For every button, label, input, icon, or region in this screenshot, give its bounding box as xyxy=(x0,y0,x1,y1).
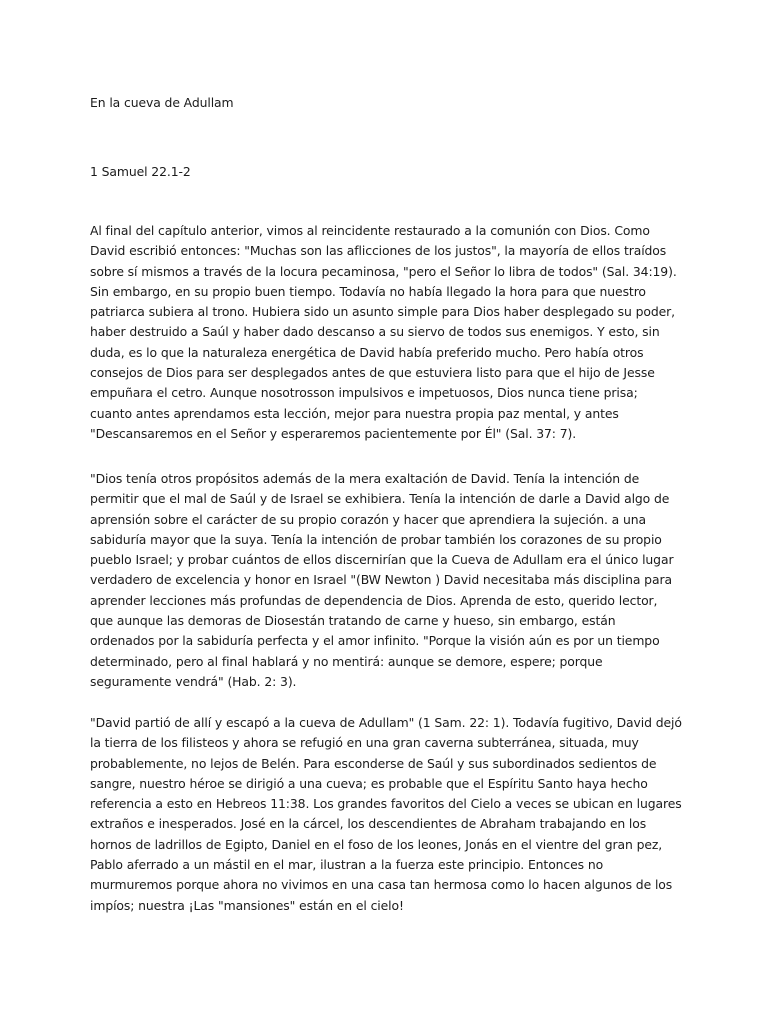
paragraph-3: "David partió de allí y escapó a la cueva de Adullam" (1 Sam. 22: 1). Todavía fugitivo, David dejó la tierra de los filisteos y ahora se refugió en una gran caverna subterránea, situada, muy probablemente, no lejos de Belén. Para esconderse de Saúl y sus subordinados sedientos de sangre, nuestro héroe se dirigió a una cueva; es probable que el Espíritu Santo haya hecho referencia a esto en Hebreos 11:38. Los grandes favoritos del Cielo a veces se ubican en lugares extraños e inesperados. José en la cárcel, los descendientes de Abraham trabajando en los hornos de ladrillos de Egipto, Daniel en el foso de los leones, Jonás en el vientre del gran pez, Pablo aferrado a un mástil en el mar, ilustran a la fuerza este principio. Entonces no murmuremos porque ahora no vivimos en una casa tan hermosa como lo hacen algunos de los impíos; nuestra ¡Las "mansiones" están en el cielo! xyxy=(90,715,682,913)
paragraph-1: Al final del capítulo anterior, vimos al reincidente restaurado a la comunión con Dios. Como David escribió entonces: "Muchas son las aflicciones de los justos", la mayoría de ellos traídos sobre sí mismos a través de la locura pecaminosa, "pero el Señor lo libra de todos" (Sal. 34:19). Sin embargo, en su propio buen tiempo. Todavía no había llegado la hora para que nuestro patriarca subiera al trono. Hubiera sido un asunto simple para Dios haber desplegado su poder, haber destruido a Saúl y haber dado descanso a su siervo de todos sus enemigos. Y esto, sin duda, es lo que la naturaleza energética de David había preferido mucho. Pero había otros consejos de Dios para ser desplegados antes de que estuviera listo para que el hijo de Jesse empuñara el cetro. Aunque nosotrosson impulsivos e impetuosos, Dios nunca tiene prisa; cuanto antes aprendamos esta lección, mejor para nuestra propia paz mental, y antes "Descansaremos en el Señor y esperaremos pacientemente por Él" (Sal. 37: 7). xyxy=(90,223,677,441)
document-title: En la cueva de Adullam xyxy=(90,95,234,110)
scripture-reference: 1 Samuel 22.1-2 xyxy=(90,164,191,179)
paragraph-2: "Dios tenía otros propósitos además de la mera exaltación de David. Tenía la intención de permitir que el mal de Saúl y de Israel se exhibiera. Tenía la intención de darle a David algo de aprensión sobre el carácter de su propio corazón y hacer que aprendiera la sujeción. a una sabiduría mayor que la suya. Tenía la intención de probar también los corazones de su propio pueblo Israel; y probar cuántos de ellos discernirían que la Cueva de Adullam era el único lugar verdadero de excelencia y honor en Israel "(BW Newton ) David necesitaba más disciplina para aprender lecciones más profundas de dependencia de Dios. Aprenda de esto, querido lector, que aunque las demoras de Diosestán tratando de carne y hueso, sin embargo, están ordenados por la sabiduría perfecta y el amor infinito. "Porque la visión aún es por un tiempo determinado, pero al final hablará y no mentirá: aunque se demore, espere; porque seguramente vendrá" (Hab. 2: 3). xyxy=(90,471,674,689)
